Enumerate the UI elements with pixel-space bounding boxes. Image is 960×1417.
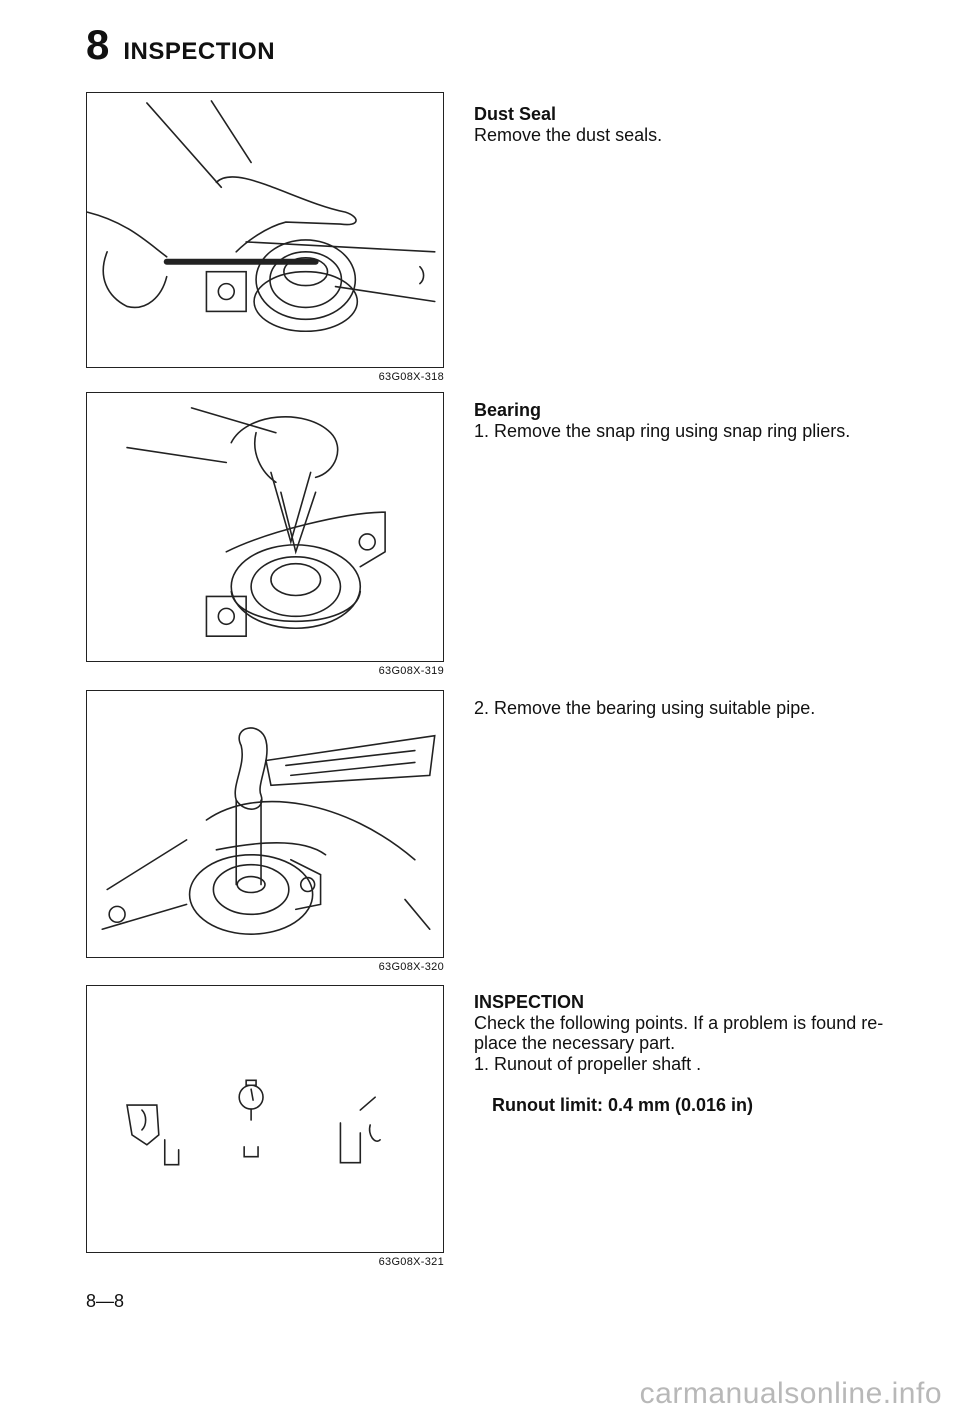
- figure-runout: [86, 985, 444, 1268]
- page-header: [86, 21, 276, 68]
- chapter-title: INSPECTION: [123, 38, 276, 65]
- screwdriver-dust-seal-illustration: [86, 92, 444, 368]
- section-bearing: [474, 400, 884, 441]
- hammer-pipe-bearing-illustration: [86, 690, 444, 958]
- snap-ring-pliers-illustration: [86, 392, 444, 662]
- bearing-heading: Bearing: [474, 400, 542, 420]
- inspection-text: Check the following points. If a problem is found re-place the necessary part.: [474, 1012, 884, 1054]
- dial-gauge-runout-illustration: [86, 985, 444, 1253]
- figure-caption: 63G08X-321: [378, 1256, 444, 1268]
- dust-seal-text: Remove the dust seals.: [474, 124, 663, 145]
- bearing-step-1: 1. Remove the snap ring using snap ring pliers.: [474, 420, 851, 441]
- chapter-number: 8: [86, 21, 110, 68]
- section-dust-seal: [474, 104, 884, 145]
- figure-caption: 63G08X-320: [378, 961, 444, 973]
- inspection-heading: INSPECTION: [474, 992, 585, 1012]
- figure-caption: 63G08X-319: [378, 665, 444, 677]
- inspection-step-1: 1. Runout of propeller shaft .: [474, 1054, 702, 1075]
- page-number: 8—8: [86, 1291, 125, 1311]
- figure-dust-seal: [86, 92, 444, 383]
- dust-seal-heading: Dust Seal: [474, 104, 557, 124]
- runout-limit-spec: Runout limit: 0.4 mm (0.016 in): [492, 1094, 754, 1115]
- figure-bearing-removal: [86, 690, 444, 973]
- figure-snap-ring: [86, 392, 444, 677]
- bearing-step-2: 2. Remove the bearing using suitable pipe.: [474, 698, 816, 718]
- section-inspection: [474, 992, 884, 1115]
- figure-caption: 63G08X-318: [378, 371, 444, 383]
- section-bearing-step2: [474, 698, 884, 719]
- watermark: carmanualsonline.info: [639, 1377, 942, 1410]
